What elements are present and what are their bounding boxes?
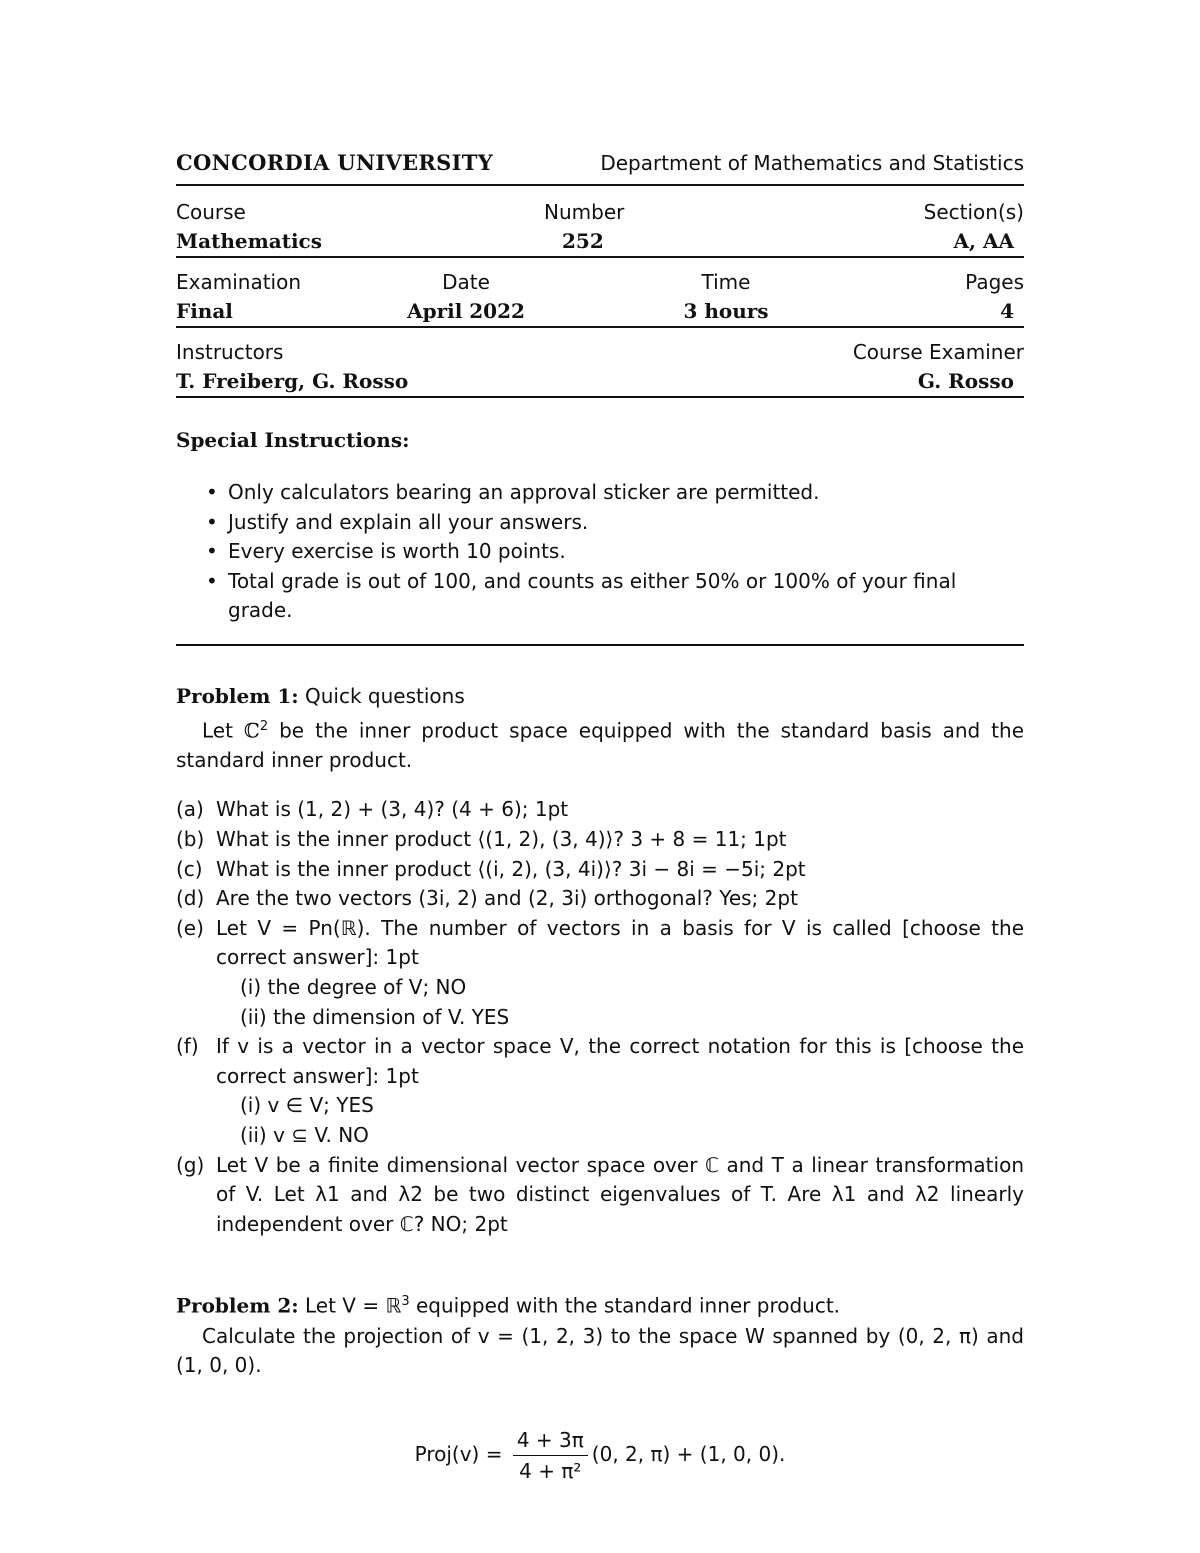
examiner-value: G. Rosso: [917, 369, 1014, 393]
sections-cell: [726, 198, 1024, 256]
projection-formula: [176, 1427, 1024, 1484]
formula-lhs: Proj(v) =: [414, 1441, 503, 1466]
course-cell: [176, 198, 476, 256]
formula-numerator: 4 + 3π: [513, 1427, 588, 1456]
number-cell: [476, 198, 726, 256]
question-g: (g) Let V be a finite dimensional vector space over ℂ and T a linear transformation of V. Let λ1 and λ2 be two distinct eigenvalues of T. Are λ1 and λ2 linearly independent over ℂ? NO; 2pt: [176, 1152, 1024, 1236]
problem-1-heading: Problem 1:: [176, 683, 299, 708]
examiner-cell: [853, 338, 1024, 396]
question-c: (c) What is the inner product ⟨(i, 2), (3, 4i)⟩? 3i − 8i = −5i; 2pt: [176, 856, 806, 881]
date-label: Date: [442, 270, 490, 294]
problem-2: [176, 1287, 1024, 1483]
question-e: (e) Let V = Pn(ℝ). The number of vectors in a basis for V is called [choose the correct answer]: 1pt: [176, 915, 1024, 970]
sections-value: A, AA: [953, 229, 1014, 253]
list-item: • Total grade is out of 100, and counts as either 50% or 100% of your final grade.: [206, 568, 957, 623]
question-f-option-ii: (ii) v ⊆ V. NO: [240, 1122, 369, 1147]
problem-1-subtitle: Quick questions: [305, 683, 465, 708]
formula-fraction: [513, 1427, 588, 1484]
time-cell: [626, 268, 826, 326]
question-b: (b) What is the inner product ⟨(1, 2), (3, 4)⟩? 3 + 8 = 11; 1pt: [176, 827, 787, 851]
instructors-value: T. Freiberg, G. Rosso: [176, 369, 409, 393]
special-list: [176, 478, 1024, 626]
bullet-icon: •: [206, 509, 218, 534]
problem-1: [176, 682, 1024, 1239]
staff-block: [176, 328, 1024, 396]
course-block: [176, 186, 1024, 256]
instructors-cell: [176, 338, 408, 396]
number-value: 252: [562, 229, 604, 253]
question-f-option-i: (i) v ∈ V; YES: [240, 1093, 374, 1118]
exam-header: [176, 150, 1024, 182]
list-item: • Only calculators bearing an approval sticker are permitted.: [228, 478, 1024, 508]
exam-value: Final: [176, 299, 233, 323]
question-e-option-ii: (ii) the dimension of V. YES: [240, 1004, 510, 1029]
instructors-label: Instructors: [176, 340, 284, 364]
number-label: Number: [544, 200, 625, 224]
question-a: (a) What is (1, 2) + (3, 4)? (4 + 6); 1pt: [176, 797, 569, 822]
instructions-rule: [176, 644, 1024, 646]
problem-2-title: Problem 2: Let V = ℝ$^3$ equipped with the standard inner product.: [176, 1293, 841, 1318]
time-label: Time: [701, 270, 751, 294]
pages-value: 4: [1000, 299, 1014, 323]
exam-label: Examination: [176, 270, 302, 294]
question-e-option-i: (i) the degree of V; NO: [240, 974, 467, 999]
sections-label: Section(s): [923, 200, 1024, 224]
formula-denominator: 4 + π²: [519, 1458, 582, 1483]
problem-2-heading: Problem 2:: [176, 1293, 299, 1318]
special-instructions: [176, 428, 1024, 626]
special-heading: Special Instructions:: [176, 428, 410, 452]
question-f: (f) If v is a vector in a vector space V, the correct notation for this is [choose the correct answer]: 1pt: [176, 1034, 1024, 1088]
list-item: • Every exercise is worth 10 points.: [228, 537, 1024, 567]
university-name: CONCORDIA UNIVERSITY: [176, 150, 493, 175]
staff-rule: [176, 396, 1024, 398]
pages-cell: [826, 268, 1024, 326]
complex-symbol: ℂ: [243, 718, 260, 743]
course-label: Course: [176, 200, 246, 224]
list-item: • Justify and explain all your answers.: [228, 508, 1024, 538]
exam-block: [176, 258, 1024, 326]
question-d: (d) Are the two vectors (3i, 2) and (2, 3i) orthogonal? Yes; 2pt: [176, 886, 798, 911]
date-cell: [346, 268, 586, 326]
exam-page: [176, 150, 1024, 1484]
problem-1-questions: [176, 795, 1024, 1239]
date-value: April 2022: [407, 299, 525, 323]
course-value: Mathematics: [176, 229, 322, 253]
department-name: Department of Mathematics and Statistics: [600, 151, 1024, 175]
time-value: 3 hours: [683, 299, 769, 323]
problem-1-intro: Let ℂ$^2$ be the inner product space equipped with the standard basis and the standard inner product.: [176, 718, 1025, 772]
pages-label: Pages: [965, 270, 1024, 294]
bullet-icon: •: [206, 539, 218, 564]
bullet-icon: •: [206, 568, 218, 593]
problem-2-body: Calculate the projection of v = (1, 2, 3) to the space W spanned by (0, 2, π) and (1, 0, 0).: [176, 1323, 1024, 1378]
bullet-icon: •: [206, 480, 218, 504]
problem-1-title: [176, 682, 1024, 712]
formula-rhs: (0, 2, π) + (1, 0, 0).: [591, 1441, 786, 1466]
examiner-label: Course Examiner: [852, 340, 1024, 364]
